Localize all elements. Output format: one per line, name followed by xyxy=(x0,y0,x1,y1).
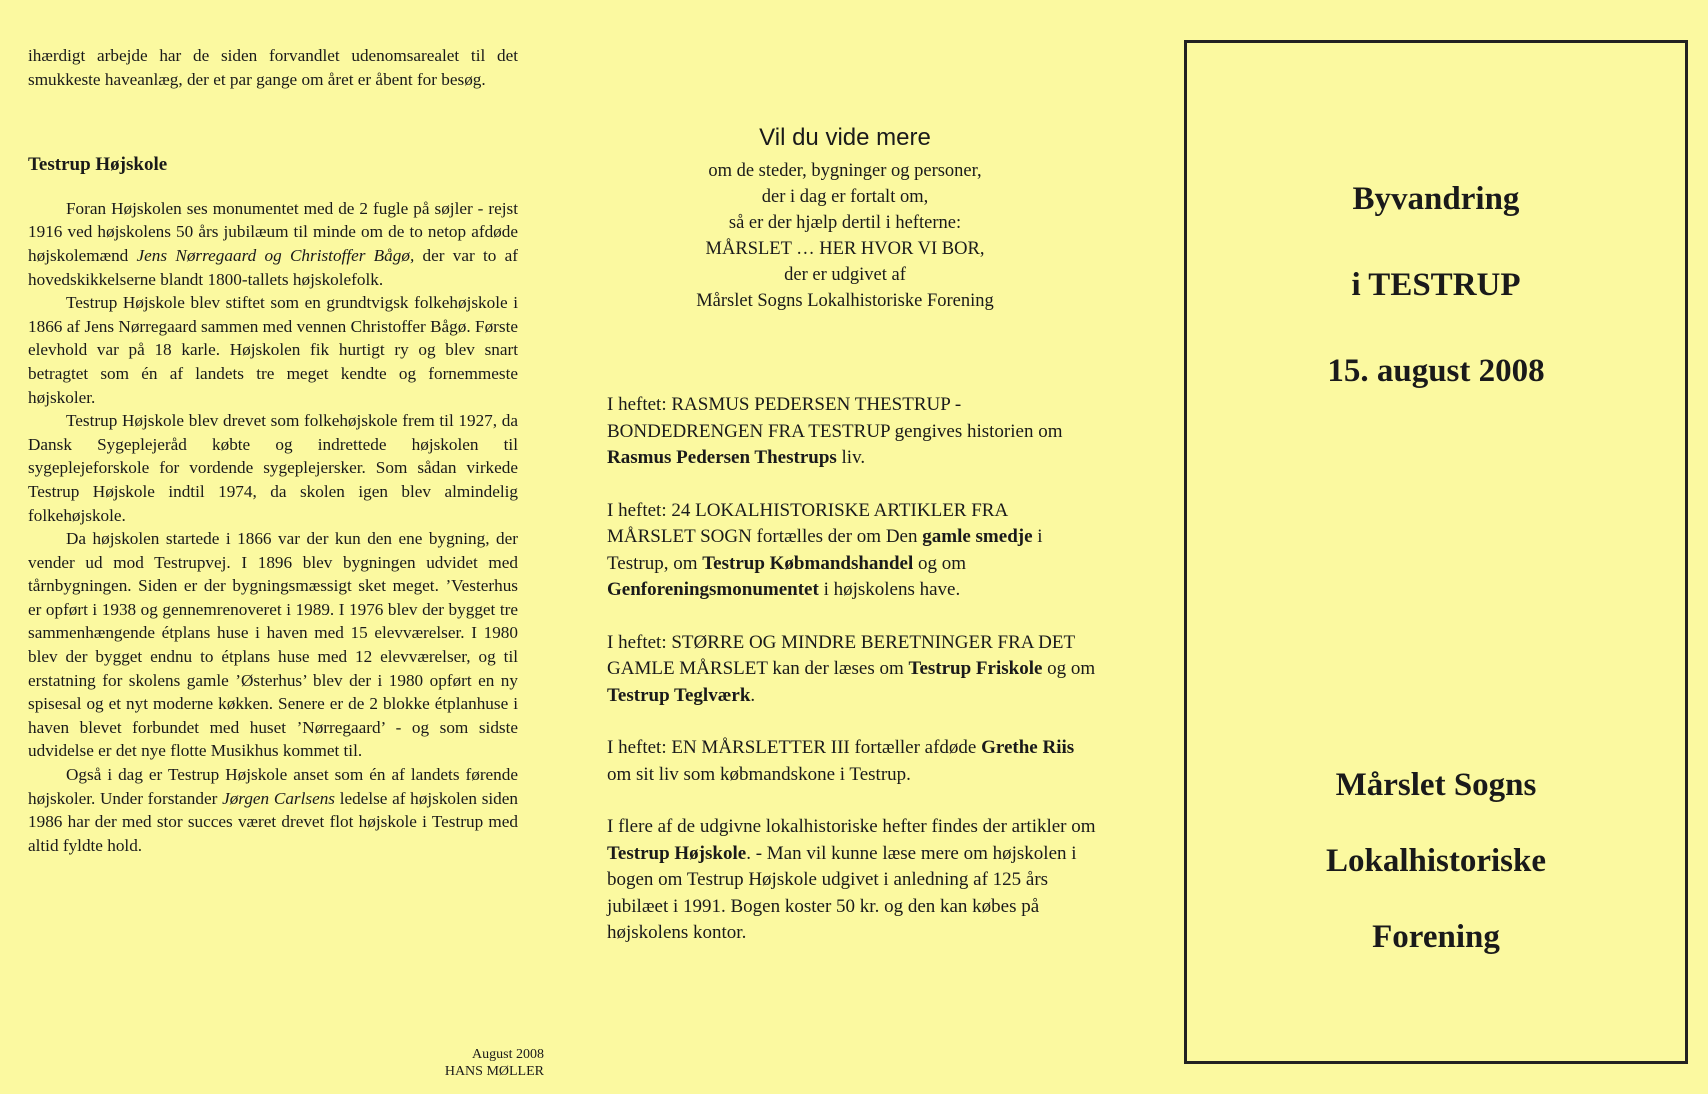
bold-text: Genforeningsmonumentet xyxy=(607,579,819,600)
text: og om xyxy=(1042,658,1096,679)
info-line: der i dag er fortalt om, xyxy=(761,187,929,207)
p1-italic: Jens Nørregaard og Christoffer Bågø, xyxy=(136,245,415,265)
text: I heftet: 24 LOKALHISTORISKE ARTIKLER FRA MÅRSLET SOGN fortælles der om Den xyxy=(607,499,1008,547)
cover-date: 15. august 2008 xyxy=(1327,353,1545,389)
p1-text-a: Foran Højskolen ses monumentet med de 2 fugle på søjler - rejst 1916 ved højskolens 50 års jubilæum til minde om de to netop afdøde højskolemænd xyxy=(28,198,518,265)
booklet-list xyxy=(607,392,1097,973)
paragraph-1 xyxy=(28,197,518,291)
p1-text-b: der var to af hovedskikkelserne blandt 1800-tallets højskolefolk. xyxy=(28,245,518,289)
p5-italic: Jørgen Carlsens xyxy=(222,788,335,808)
cover-org-1: Mårslet Sogns xyxy=(1335,767,1537,803)
bold-text: Testrup Højskole xyxy=(607,842,747,864)
text: i højskolens have. xyxy=(818,579,961,600)
text: I heftet: STØRRE OG MINDRE BERETNINGER FRA DET GAMLE MÅRSLET kan der læses om xyxy=(607,631,1075,679)
bold-text: Grethe Riis xyxy=(981,737,1075,758)
p5-text-b: ledelse af højskolen siden 1986 har der med stor succes været drevet flot højskole i Testrup med altid fyldte hold. xyxy=(28,788,518,855)
bold-text: Testrup Friskole xyxy=(908,658,1043,679)
booklet-item-2 xyxy=(607,498,1097,604)
info-line: så er der hjælp dertil i hefterne: xyxy=(728,213,962,233)
booklet-item-1 xyxy=(607,392,1097,472)
signoff-date: August 2008 xyxy=(472,1047,544,1062)
cover-title-1: Byvandring xyxy=(1352,181,1520,217)
paragraph-3: Testrup Højskole blev drevet som folkehøjskole frem til 1927, da Dansk Sygeplejeråd købte og indrettede højskolen til sygeplejeforskole for vordende sygeplejersker. Som sådan virkede Testrup Højskole indtil 1974, da skolen igen blev almindelig folkehøjskole. xyxy=(28,411,518,525)
bold-text: Testrup Teglværk xyxy=(607,684,751,706)
bold-text: gamle smedje xyxy=(922,526,1033,547)
info-line: Mårslet Sogns Lokalhistoriske Forening xyxy=(696,291,994,311)
info-block xyxy=(560,124,1130,314)
paragraph-5 xyxy=(28,763,518,857)
info-line: MÅRSLET … HER HVOR VI BOR, xyxy=(705,239,985,259)
cover-org-3: Forening xyxy=(1372,919,1500,955)
text: om sit liv som købmandskone i Testrup. xyxy=(607,763,911,785)
bold-text: Rasmus Pedersen Thestrups xyxy=(607,447,837,468)
p5-text-a: Også i dag er Testrup Højskole anset som én af landets førende højskoler. Under forstander xyxy=(28,765,518,808)
booklet-item-4 xyxy=(607,735,1097,788)
bold-text: Testrup Købmandshandel xyxy=(702,552,914,574)
info-heading: Vil du vide mere xyxy=(759,124,931,151)
booklet-item-3 xyxy=(607,630,1097,710)
paragraph-4: Da højskolen startede i 1866 var der kun den ene bygning, der vender ud mod Testrupvej. I 1896 blev bygningen udvidet med tårnbygningen. Siden er der bygningsmæssigt sket meget. ’Vesterhus er opført i 1938 og gennemrenoveret i 1989. I 1976 blev der bygget tre sammenhængende étplans huse i haven med 15 elevværelser. I 1980 blev der bygget endnu to étplans huse med 12 elevværelser, og til erstatning for skolens gamle ’Østerhus’ blev der i 1980 opført en ny spisesal og et nyt moderne køkken. Senere er de 2 blokke étplanhuse i haven blevet forbundet med huset ’Nørregaard’ - og som sidste udvidelse er det nye flotte Musikhus kommet til. xyxy=(28,529,518,761)
booklet-item-5 xyxy=(607,814,1097,947)
text: I flere af de udgivne lokalhistoriske hefter findes der artikler om xyxy=(607,816,1096,837)
text: . xyxy=(750,684,756,706)
paragraph-2: Testrup Højskole blev stiftet som en grundtvigsk folkehøjskole i 1866 af Jens Nørregaard sammen med vennen Christoffer Bågø. Første elevhold var på 18 karle. Højskolen fik hurtigt ry og blev snart betragtet som én af landets tre meget kendte og fornemmeste højskoler. xyxy=(28,293,518,407)
cover-title-2: i TESTRUP xyxy=(1351,267,1521,303)
signoff xyxy=(328,1046,544,1080)
info-line: om de steder, bygninger og personer, xyxy=(708,161,982,181)
text: I heftet: EN MÅRSLETTER III fortæller afdøde xyxy=(607,737,982,758)
info-line: der er udgivet af xyxy=(784,265,906,285)
text: liv. xyxy=(836,447,866,468)
text: . - Man vil kunne læse mere om højskolen i bogen om Testrup Højskole udgivet i anledning af 125 års jubilæet i 1991. Bogen koster 50 kr. og den kan købes på højskolens kontor. xyxy=(607,842,1077,943)
text: og om xyxy=(913,552,967,574)
cover-org-2: Lokalhistoriske xyxy=(1325,843,1547,879)
intro-paragraph: ihærdigt arbejde har de siden forvandlet udenomsarealet til det smukkeste haveanlæg, der et par gange om året er åbent for besøg. xyxy=(28,46,518,89)
text: I heftet: RASMUS PEDERSEN THESTRUP - BONDEDRENGEN FRA TESTRUP gengives historien om xyxy=(607,394,1063,442)
section-heading: Testrup Højskole xyxy=(28,154,168,176)
text: i Testrup, om xyxy=(607,526,1043,574)
left-column xyxy=(28,44,518,857)
signoff-author: HANS MØLLER xyxy=(444,1064,544,1079)
cover-panel xyxy=(1184,40,1688,1064)
